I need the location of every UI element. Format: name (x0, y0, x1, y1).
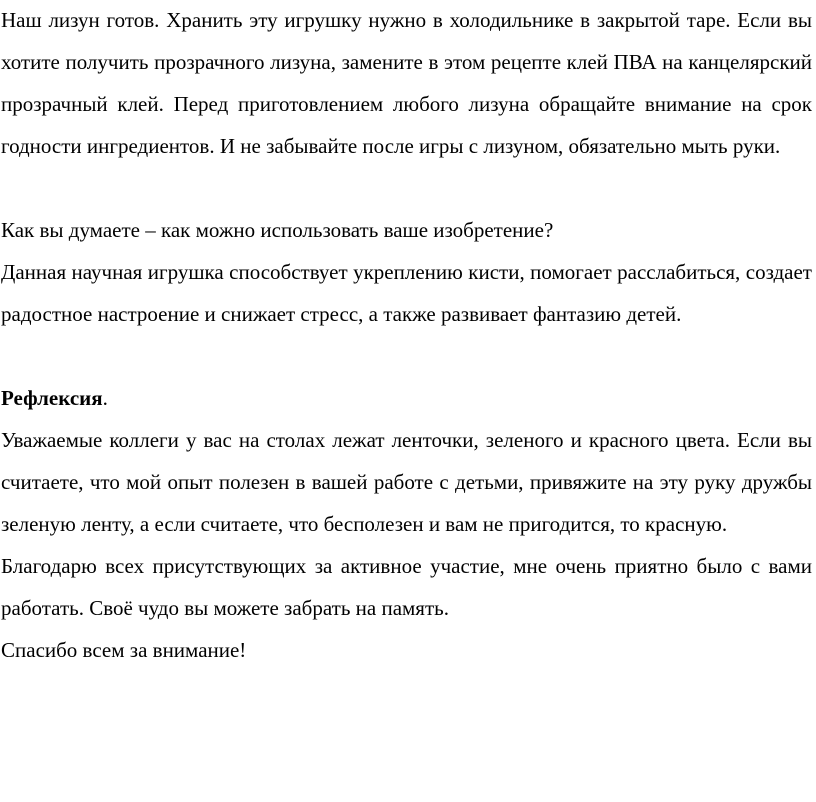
paragraph-question: Как вы думаете – как можно использовать ваше изобретение? (1, 218, 554, 242)
paragraph-closing: Спасибо всем за внимание! (1, 638, 247, 662)
paragraph-thanks-participants: Благодарю всех присутствующих за активное участие, мне очень приятно было с вами работать. Своё чудо вы можете забрать на память. (1, 554, 812, 620)
paragraph-slime-storage: Наш лизун готов. Хранить эту игрушку нужно в холодильнике в закрытой таре. Если вы хотите получить прозрачного лизуна, замените в этом рецепте клей ПВА на канцелярский прозрачный клей. Перед приготовлением любого лизуна обращайте внимание на срок годности ингредиентов. И не забывайте после игры с лизуном, обязательно мыть руки. (1, 8, 812, 158)
paragraph-ribbons: Уважаемые коллеги у вас на столах лежат ленточки, зеленого и красного цвета. Если вы считаете, что мой опыт полезен в вашей работе с детьми, привяжите на эту руку дружбы зеленую ленту, а если считаете, что бесполезен и вам не пригодится, то красную. (1, 428, 812, 536)
blank-line (1, 167, 812, 209)
reflection-heading: Рефлексия (1, 386, 103, 410)
paragraph-toy-benefits: Данная научная игрушка способствует укреплению кисти, помогает расслабиться, создает радостное настроение и снижает стресс, а также развивает фантазию детей. (1, 260, 812, 326)
reflection-heading-line (1, 377, 812, 419)
blank-line (1, 335, 812, 377)
reflection-heading-period: . (102, 386, 108, 410)
